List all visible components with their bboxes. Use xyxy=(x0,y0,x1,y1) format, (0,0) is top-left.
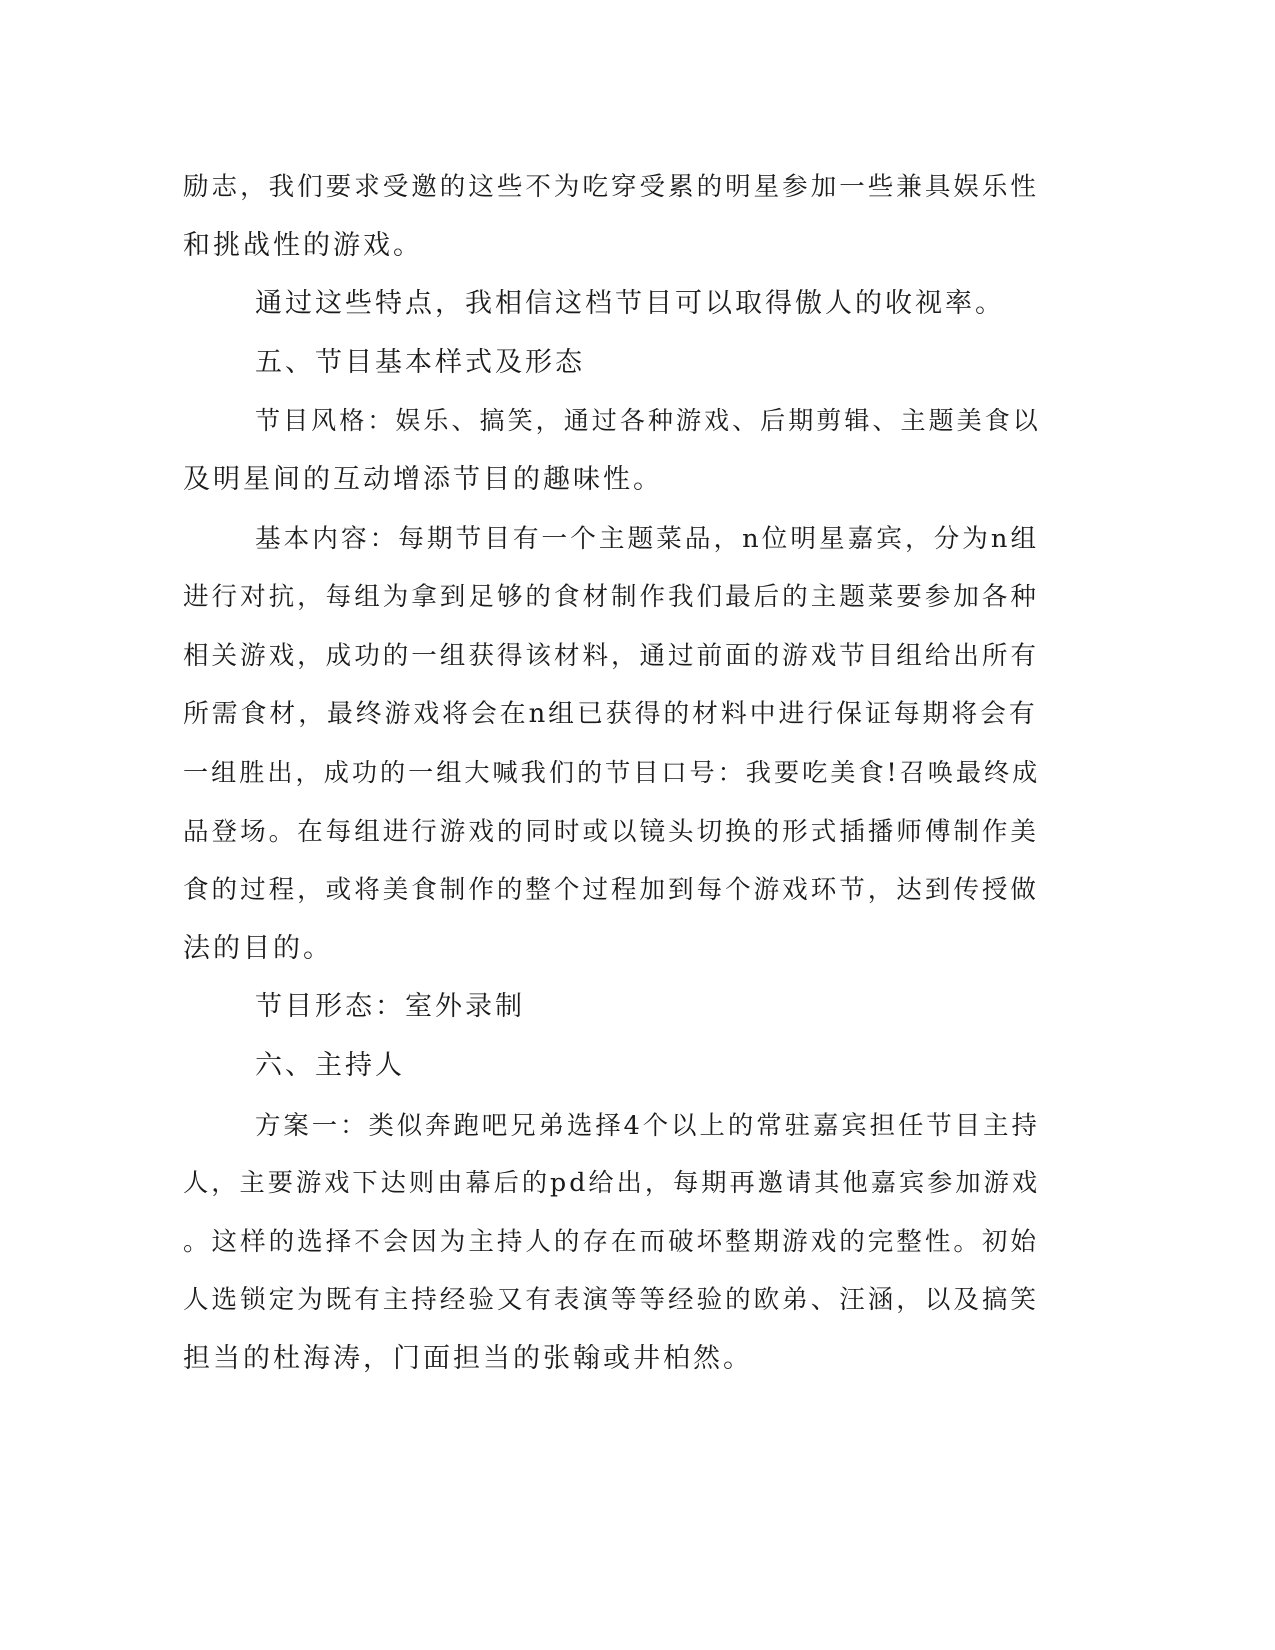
text-line: 法的目的。 xyxy=(183,932,333,964)
text-line: 节目形态：室外录制 xyxy=(255,991,525,1023)
text-line: 人，主要游戏下达则由幕后的pd给出，每期再邀请其他嘉宾参加游戏 xyxy=(183,1168,1041,1198)
text-line: 担当的杜海涛，门面担当的张翰或井柏然。 xyxy=(183,1342,753,1374)
document-body xyxy=(183,158,1043,1388)
text-line: 。这样的选择不会因为主持人的存在而破坏整期游戏的完整性。初始 xyxy=(183,1226,1039,1257)
text-line: 及明星间的互动增添节目的趣味性。 xyxy=(183,463,663,495)
text-line: 人选锁定为既有主持经验又有表演等等经验的欧弟、汪涵，以及搞笑 xyxy=(183,1285,1039,1316)
text-line: 节目风格：娱乐、搞笑，通过各种游戏、后期剪辑、主题美食以 xyxy=(255,406,1041,436)
text-line: 所需食材，最终游戏将会在n组已获得的材料中进行保证每期将会有 xyxy=(183,699,1038,730)
text-line: 相关游戏，成功的一组获得该材料，通过前面的游戏节目组给出所有 xyxy=(183,640,1039,671)
text-line: 通过这些特点，我相信这档节目可以取得傲人的收视率。 xyxy=(255,288,1005,320)
text-line: 一组胜出，成功的一组大喊我们的节目口号：我要吃美食!召唤最终成 xyxy=(183,757,1041,787)
text-line: 基本内容：每期节目有一个主题菜品，n位明星嘉宾，分为n组 xyxy=(255,523,1040,554)
text-line: 品登场。在每组进行游戏的同时或以镜头切换的形式插播师傅制作美 xyxy=(183,816,1039,847)
text-line: 励志，我们要求受邀的这些不为吃穿受累的明星参加一些兼具娱乐性 xyxy=(183,172,1039,202)
text-line: 食的过程，或将美食制作的整个过程加到每个游戏环节，达到传授做 xyxy=(183,875,1039,906)
section-heading: 六、主持人 xyxy=(255,1049,405,1081)
text-line: 和挑战性的游戏。 xyxy=(183,229,423,261)
section-heading: 五、节目基本样式及形态 xyxy=(255,346,585,378)
text-line: 方案一：类似奔跑吧兄弟选择4个以上的常驻嘉宾担任节目主持 xyxy=(255,1109,1040,1140)
text-line: 进行对抗，每组为拿到足够的食材制作我们最后的主题菜要参加各种 xyxy=(183,582,1039,613)
